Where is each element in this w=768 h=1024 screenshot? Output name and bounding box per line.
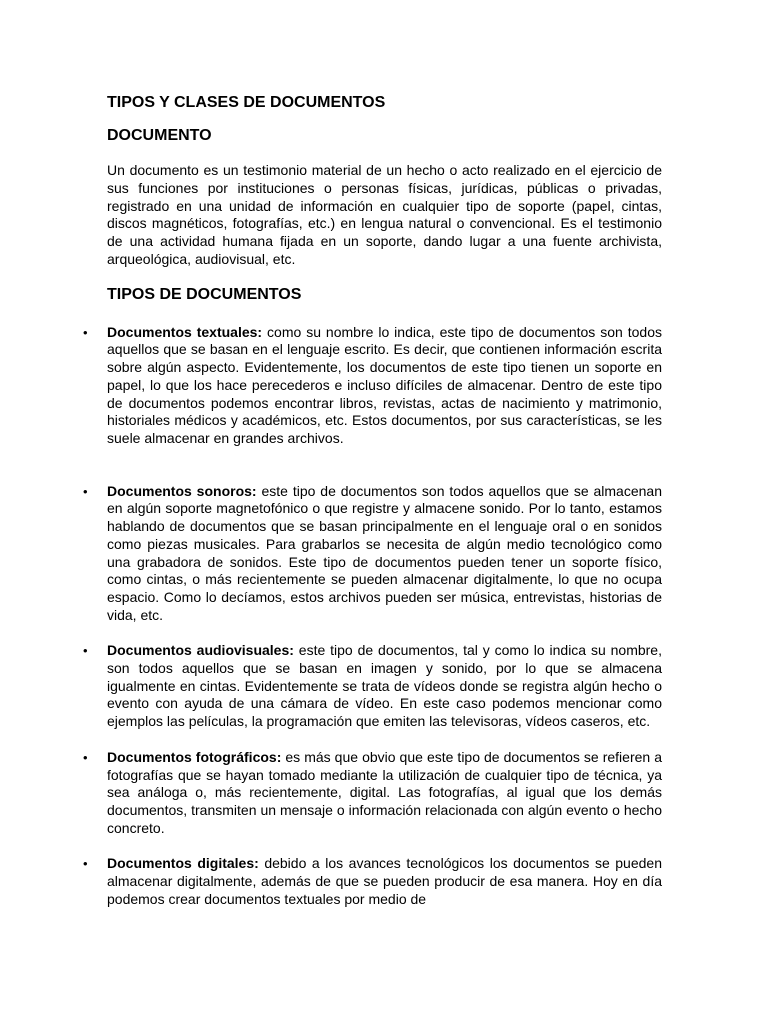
document-title: TIPOS Y CLASES DE DOCUMENTOS: [107, 94, 386, 111]
type-description: es más que obvio que este tipo de documentos se refieren a fotografías que se hayan tomado mediante la utilización de cualquier tipo de técnica, ya sea análoga o, más recientemente, digital. Las fotografías, al igual que los demás documentos, transmiten un mensaje o información relacionada con algún evento o hecho concreto.: [107, 748, 663, 836]
intro-paragraph: Un documento es un testimonio material de un hecho o acto realizado en el ejercicio de sus funciones por instituciones o personas físicas, jurídicas, públicas o privadas, registrado en una unidad de información en cualquier tipo de soporte (papel, cintas, discos magnéticos, fotografías, etc.) en lengua natural o convencional. Es el testimonio de una actividad humana fijada en un soporte, dando lugar a una fuente archivista, arqueológica, audiovisual, etc.: [107, 162, 662, 267]
bullet-icon: •: [83, 856, 88, 872]
type-name: Documentos textuales:: [107, 323, 263, 340]
list-item-textuales: [83, 323, 662, 448]
type-name: Documentos audiovisuales:: [107, 642, 294, 659]
list-item-audiovisuales: [83, 642, 662, 731]
type-name: Documentos digitales:: [107, 855, 259, 872]
type-description: debido a los avances tecnológicos los documentos se pueden almacenar digitalmente, además de que se pueden producir de esa manera. Hoy en día podemos crear documentos textuales por medio de: [107, 855, 662, 907]
section-heading-documento: DOCUMENTO: [107, 127, 212, 144]
document-types-list: [83, 323, 663, 909]
bullet-icon: •: [83, 324, 88, 340]
bullet-icon: •: [83, 483, 88, 499]
document-content: [83, 93, 663, 926]
type-name: Documentos fotográficos:: [107, 748, 282, 765]
bullet-icon: •: [83, 643, 88, 659]
type-description: este tipo de documentos son todos aquellos que se almacenan en algún soporte magnetofónico o que registre y almacene sonido. Por lo tanto, estamos hablando de documentos que se basan principalmente en el lenguaje oral o en sonidos como piezas musicales. Para grabarlos se necesita de algún medio tecnológico como una grabadora de sonidos. Este tipo de documentos pueden tener un soporte físico, como cintas, o más recientemente se pueden almacenar digitalmente, lo que no ocupa espacio. Como lo decíamos, estos archivos pueden ser música, entrevistas, historias de vida, etc.: [107, 482, 662, 623]
section-heading-tipos: TIPOS DE DOCUMENTOS: [107, 285, 302, 303]
type-description: como su nombre lo indica, este tipo de documentos son todos aquellos que se basan en el lenguaje escrito. Es decir, que contienen información escrita sobre algún aspecto. Evidentemente, los documentos de este tipo tienen un soporte en papel, lo que los hace perecederos e incluso difíciles de almacenar. Dentro de este tipo de documentos podemos encontrar libros, revistas, actas de nacimiento y matrimonio, historiales médicos y académicos, etc. Estos documentos, por sus características, se les suele almacenar en grandes archivos.: [107, 323, 662, 446]
list-item-fotograficos: [83, 748, 663, 838]
list-item-digitales: [83, 855, 662, 908]
bullet-icon: •: [83, 749, 88, 765]
list-item-sonoros: [83, 482, 662, 625]
type-name: Documentos sonoros:: [107, 482, 257, 499]
type-description: este tipo de documentos, tal y como lo indica su nombre, son todos aquellos que se basan en imagen y sonido, por lo que se almacena igualmente en cintas. Evidentemente se trata de vídeos donde se registra algún hecho o evento con ayuda de una cámara de vídeo. En este caso podemos mencionar como ejemplos las películas, la programación que emiten las televisoras, vídeos caseros, etc.: [107, 642, 662, 730]
